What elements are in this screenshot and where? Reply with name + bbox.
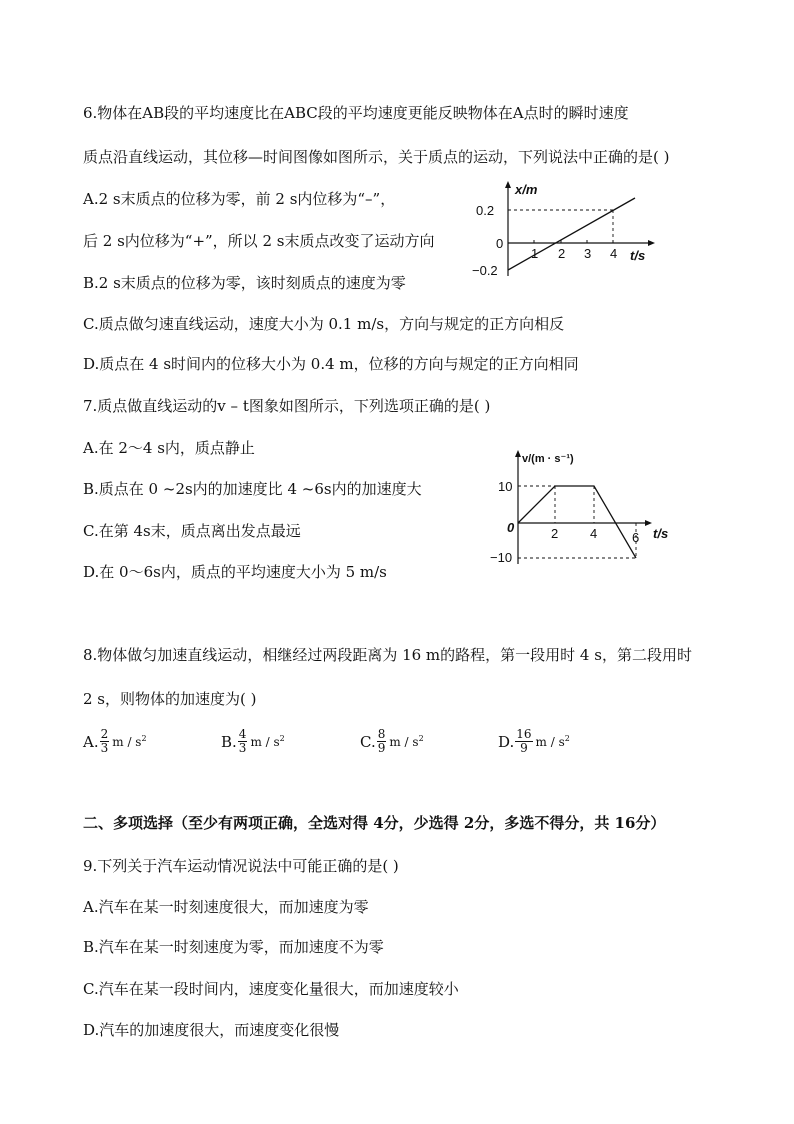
q8-option-c-unit: m / $s^2$: [389, 734, 424, 749]
q6-x-tick-label-3: 3: [584, 246, 592, 261]
q6-xt-graph: [470, 178, 660, 283]
q8-line2: 2 s，则物体的加速度为( ): [83, 690, 257, 708]
q7-y-tick-label-0: 0: [507, 520, 515, 535]
q6-x-tick-label-4: 4: [610, 246, 618, 261]
q7-option-c: C.在第 4s末，质点离出发点最远: [83, 522, 301, 540]
q6-y-tick-label-0: 0: [496, 236, 504, 251]
q7-option-a: A.在 2～4 s内，质点静止: [83, 439, 255, 457]
q7-x-axis-arrow: [645, 520, 652, 526]
q7-option-d: D.在 0～6s内，质点的平均速度大小为 5 m/s: [83, 563, 387, 581]
q9-option-a: A.汽车在某一时刻速度很大，而加速度为零: [83, 898, 369, 916]
q6-y-axis-arrow: [505, 181, 511, 188]
q6-option-a-line2: 后 2 s内位移为“+”，所以 2 s末质点改变了运动方向: [83, 232, 435, 250]
q7-data-line: [518, 486, 636, 558]
q6-x-tick-label-2: 2: [558, 246, 566, 261]
section2-heading: 二、多项选择（至少有两项正确，全选对得 4分，少选得 2分，多选不得分，共 16分）: [83, 814, 666, 832]
q8-option-b-unit: m / $s^2$: [250, 734, 285, 749]
q6-option-d: D.质点在 4 s时间内的位移大小为 0.4 m，位移的方向与规定的正方向相同: [83, 355, 579, 373]
q7-stem: 7.质点做直线运动的v – t图象如图所示，下列选项正确的是( ): [83, 397, 491, 415]
q8-option-a-fraction: $\frac{2}{3}$: [100, 727, 109, 755]
q8-option-b-letter: B.: [221, 732, 237, 751]
q8-line1: 8.物体做匀加速直线运动，相继经过两段距离为 16 m的路程，第一段用时 4 s，第二段用时: [83, 646, 692, 664]
q8-option-c: [360, 728, 424, 755]
q6-y-tick-label-neg0.2: −0.2: [472, 263, 498, 278]
q6-x-axis-arrow: [648, 240, 655, 246]
q6-option-b: B.2 s末质点的位移为零，该时刻质点的速度为零: [83, 274, 406, 292]
q7-vt-graph: [488, 446, 678, 566]
q6-y-axis-label: x/m: [515, 182, 538, 197]
q7-x-axis-label: t/s: [653, 526, 669, 541]
q6-option-a-line1: A.2 s末质点的位移为零，前 2 s内位移为“–”，: [83, 190, 396, 208]
q8-option-a: [83, 728, 147, 755]
q9-option-d: D.汽车的加速度很大，而速度变化很慢: [83, 1021, 340, 1039]
q8-option-b-fraction: $\frac{4}{3}$: [238, 727, 247, 755]
q8-option-a-letter: A.: [83, 732, 99, 751]
q6-x-axis-label: t/s: [630, 248, 646, 263]
q8-option-c-fraction: $\frac{8}{9}$: [377, 727, 386, 755]
q8-option-b: [221, 728, 285, 755]
q6-option-c: C.质点做匀速直线运动，速度大小为 0.1 m/s，方向与规定的正方向相反: [83, 315, 565, 333]
q7-x-tick-label-2: 2: [551, 526, 559, 541]
q8-option-d: [498, 728, 570, 755]
q8-option-d-letter: D.: [498, 732, 515, 751]
q6-line1: 6.物体在AB段的平均速度比在ABC段的平均速度更能反映物体在A点时的瞬时速度: [83, 104, 629, 122]
q7-y-axis-arrow: [515, 450, 521, 457]
q9-option-c: C.汽车在某一段时间内，速度变化量很大，而加速度较小: [83, 980, 459, 998]
q8-option-a-unit: m / $s^2$: [112, 734, 147, 749]
q7-option-b: B.质点在 0 ~2s内的加速度比 4 ~6s内的加速度大: [83, 480, 422, 498]
q7-x-tick-label-4: 4: [590, 526, 598, 541]
q6-stem: 质点沿直线运动，其位移—时间图像如图所示，关于质点的运动，下列说法中正确的是( ): [83, 148, 670, 166]
q9-stem: 9.下列关于汽车运动情况说法中可能正确的是( ): [83, 857, 399, 875]
q7-x-tick-label-6: 6: [632, 530, 640, 545]
q9-option-b: B.汽车在某一时刻速度为零，而加速度不为零: [83, 938, 384, 956]
q7-y-tick-label-10: 10: [498, 479, 513, 494]
q8-option-d-unit: m / $s^2$: [535, 734, 570, 749]
q8-option-d-fraction: $\frac{16}{9}$: [516, 727, 532, 755]
q8-option-c-letter: C.: [360, 732, 376, 751]
q7-y-tick-label-neg10: −10: [490, 550, 513, 565]
q7-y-axis-label: v/(m · s⁻¹): [522, 453, 574, 465]
q6-x-tick-label-1: 1: [531, 246, 539, 261]
q6-y-tick-label-0.2: 0.2: [476, 203, 495, 218]
